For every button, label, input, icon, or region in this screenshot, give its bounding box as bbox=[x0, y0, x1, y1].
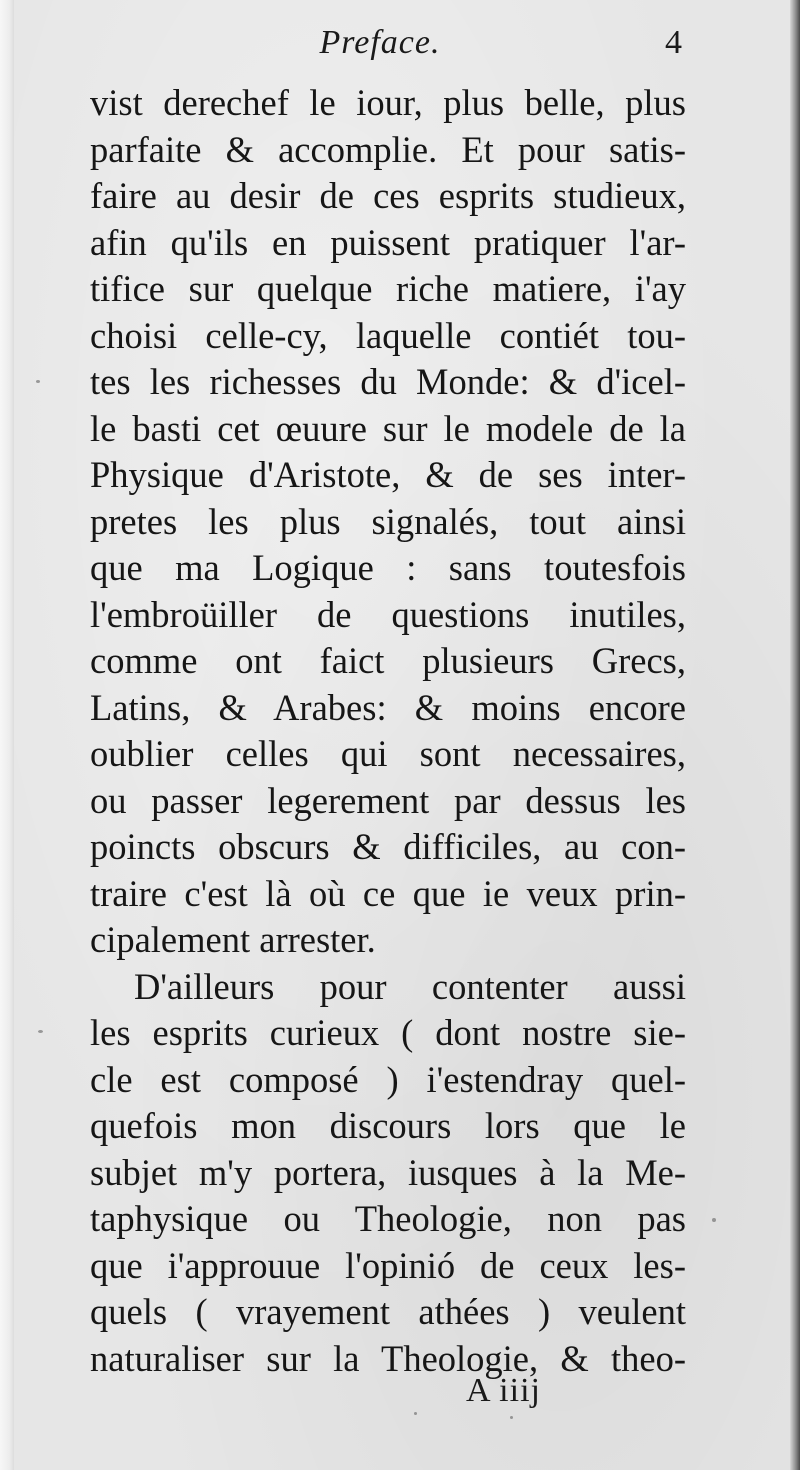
text-line: les esprits curieux ( dont nostre sie- bbox=[90, 1012, 686, 1053]
text-line: pretes les plus signalés, tout ainsi bbox=[90, 500, 686, 542]
page-right-edge-shadow bbox=[790, 0, 800, 1470]
text-line: quels ( vrayement athées ) veulent bbox=[90, 1291, 686, 1332]
text-line: ou passer legerement par dessus les bbox=[90, 779, 686, 821]
paper-speck bbox=[414, 1412, 417, 1415]
text-line: tes les richesses du Monde: & d'icel- bbox=[90, 361, 686, 402]
running-header-title: Preface. bbox=[319, 24, 441, 61]
body-text bbox=[90, 80, 686, 1382]
paragraph-end-line: cipalement arrester. bbox=[90, 919, 376, 960]
text-line: comme ont faict plusieurs Grecs, bbox=[90, 640, 686, 681]
paper-speck bbox=[712, 1218, 716, 1222]
text-line: poincts obscurs & difficiles, au con- bbox=[90, 826, 686, 867]
signature-mark: A iiij bbox=[466, 1372, 541, 1409]
text-line: que ma Logique : sans toutesfois bbox=[90, 547, 686, 588]
text-line: traire c'est là où ce que ie veux prin- bbox=[90, 872, 686, 914]
text-line: choisi celle-cy, laquelle contiét tou- bbox=[90, 314, 686, 356]
paper-speck bbox=[38, 1030, 43, 1033]
text-line: Physique d'Aristote, & de ses inter- bbox=[90, 454, 686, 495]
text-line: que i'approuue l'opinió de ceux les- bbox=[90, 1244, 686, 1286]
text-line: naturaliser sur la Theologie, & theo- bbox=[90, 1337, 686, 1379]
text-line: faire au desir de ces esprits studieux, bbox=[90, 175, 686, 216]
text-line: vist derechef le iour, plus belle, plus bbox=[90, 82, 686, 123]
paragraph-start-line: D'ailleurs pour contenter aussi bbox=[134, 965, 686, 1007]
text-line: tifice sur quelque riche matiere, i'ay bbox=[90, 268, 686, 309]
paper-speck bbox=[510, 1416, 513, 1419]
text-line: taphysique ou Theologie, non pas bbox=[90, 1198, 686, 1239]
page-number: 4 bbox=[665, 24, 682, 61]
text-line: afin qu'ils en puissent pratiquer l'ar- bbox=[90, 221, 686, 263]
text-line: le basti cet œuure sur le modele de la bbox=[90, 407, 686, 449]
text-line: parfaite & accomplie. Et pour satis- bbox=[90, 128, 686, 170]
page-left-margin-shadow bbox=[0, 0, 14, 1470]
text-line: subjet m'y portera, iusques à la Me- bbox=[90, 1151, 686, 1193]
text-line: quefois mon discours lors que le bbox=[90, 1105, 686, 1146]
text-line: cle est composé ) i'estendray quel- bbox=[90, 1058, 686, 1100]
paper-speck bbox=[36, 380, 40, 383]
text-line: Latins, & Arabes: & moins encore bbox=[90, 686, 686, 728]
text-line: oublier celles qui sont necessaires, bbox=[90, 733, 686, 774]
text-line: l'embroüiller de questions inutiles, bbox=[90, 593, 686, 635]
